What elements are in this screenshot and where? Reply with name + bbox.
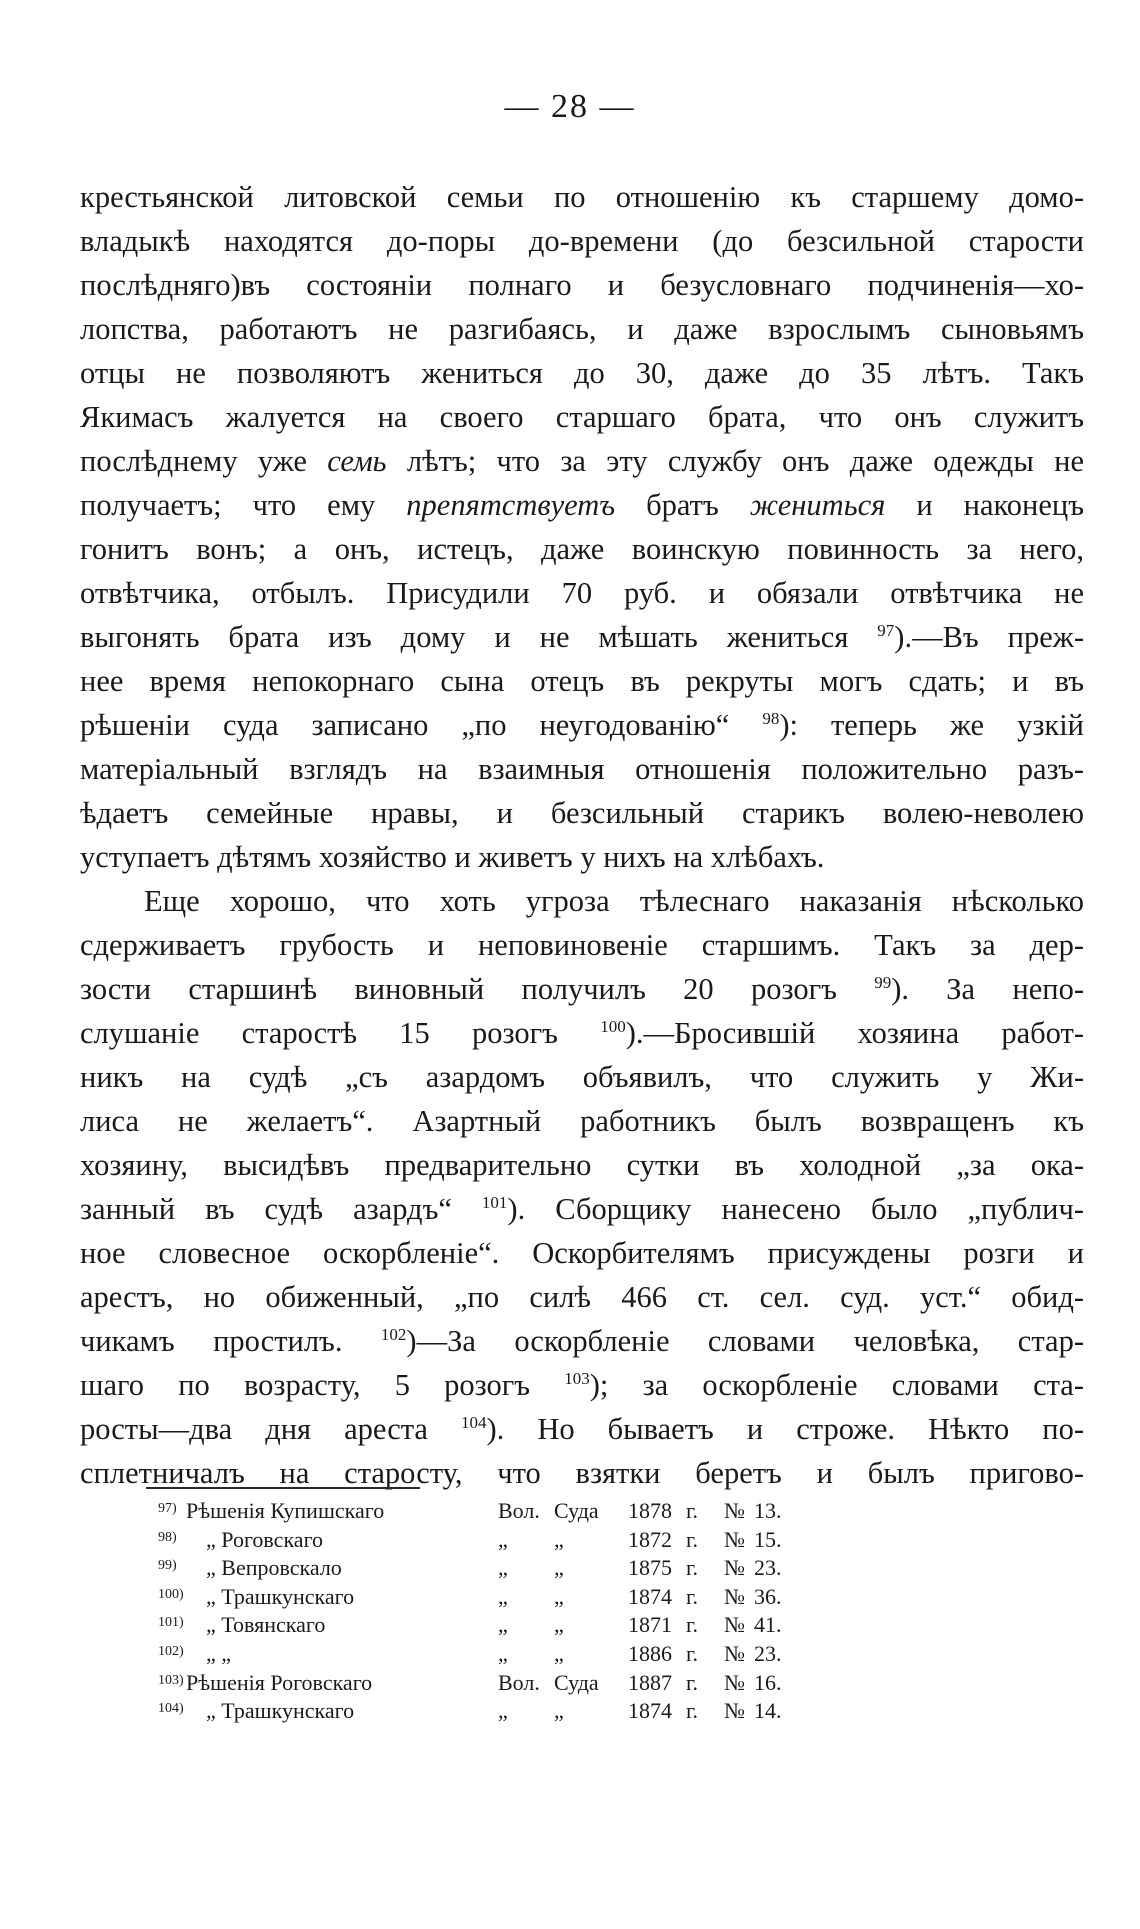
main-text	[80, 175, 1084, 1495]
text-line: рѣшеніи суда записано „по неугодованію“ $^{98}$): теперь же узкій	[80, 708, 1084, 742]
text-line: крестьянской литовской семьи по отношенію къ старшему домо-	[80, 180, 1084, 214]
text-line: ное словесное оскорбленіе“. Оскорбителямъ присуждены розги и	[80, 1236, 1084, 1270]
text-line: получаетъ; что ему препятствуетъ братъ жениться и наконецъ	[80, 488, 1085, 522]
text-line: послѣдняго)въ состояніи полнаго и безусловнаго подчиненія—хо-	[80, 268, 1084, 302]
text-line: зости старшинѣ виновный получилъ 20 розогъ $^{99}$). За непо-	[80, 972, 1084, 1006]
text-line: отцы не позволяютъ жениться до 30, даже до 35 лѣтъ. Такъ	[80, 356, 1084, 390]
footnote-ref: 98	[762, 709, 780, 728]
text-line: арестъ, но обиженный, „по силѣ 466 ст. сел. суд. уст.“ обид-	[80, 1280, 1084, 1314]
footnote-row: 99) „ Вепровскало „ „ 1875 г. № 23.	[158, 1555, 782, 1581]
italic-word: препятствуетъ	[406, 488, 616, 522]
footnote-row: 104) „ Трашкунскаго „ „ 1874 г. № 14.	[158, 1698, 782, 1724]
footnote-row: 97) Рѣшенія Купишскаго Вол. Суда 1878 г. № 13.	[158, 1498, 782, 1523]
footnote-row: 102) „ „ „ „ 1886 г. № 23.	[158, 1640, 782, 1666]
footnote-ref: 103	[564, 1369, 590, 1388]
text-line: сплетничалъ на старосту, что взятки беретъ и былъ пригово-	[80, 1456, 1084, 1490]
text-line: нее время непокорнаго сына отецъ въ рекруты могъ сдать; и въ	[80, 664, 1084, 698]
italic-word: жениться	[749, 488, 886, 522]
italic-word: семь	[327, 444, 387, 478]
text-line: занный въ судѣ азардъ“ $^{101}$). Сборщику нанесено было „публич-	[80, 1192, 1084, 1226]
text-line: лопства, работаютъ не разгибаясь, и даже взрослымъ сыновьямъ	[80, 312, 1084, 346]
text-line: Еще хорошо, что хоть угроза тѣлеснаго наказанія нѣсколько	[144, 884, 1084, 918]
text-line: уступаетъ дѣтямъ хозяйство и живетъ у нихъ на хлѣбахъ.	[80, 840, 825, 874]
page-number: — 28 —	[504, 88, 636, 125]
text-line: выгонять брата изъ дому и не мѣшать жениться $^{97}$).—Въ преж-	[80, 620, 1084, 654]
footnote-divider	[146, 1487, 420, 1489]
text-line: сдерживаетъ грубость и неповиновеніе старшимъ. Такъ за дер-	[80, 928, 1084, 962]
text-line: послѣднему уже семь лѣтъ; что за эту службу онъ даже одежды не	[80, 444, 1084, 478]
text-line: Якимасъ жалуется на своего старшаго брата, что онъ служитъ	[80, 400, 1084, 434]
text-line: отвѣтчика, отбылъ. Присудили 70 руб. и обязали отвѣтчика не	[80, 576, 1084, 610]
text-line: слушаніе старостѣ 15 розогъ $^{100}$).—Бросившій хозяина работ-	[80, 1016, 1084, 1050]
text-line: гонитъ вонъ; а онъ, истецъ, даже воинскую повинность за него,	[80, 532, 1084, 566]
text-line: шаго по возрасту, 5 розогъ $^{103}$); за оскорбленіе словами ста-	[80, 1368, 1085, 1402]
text-line: лиса не желаетъ“. Азартный работникъ былъ возвращенъ къ	[80, 1104, 1084, 1138]
footnote-row: 100) „ Трашкунскаго „ „ 1874 г. № 36.	[158, 1583, 782, 1609]
footnote-ref: 102	[380, 1325, 407, 1344]
text-line: чикамъ простилъ. $^{102}$)—За оскорбленіе словами человѣка, стар-	[80, 1324, 1084, 1358]
footnote-row: 103) Рѣшенія Роговскаго Вол. Суда 1887 г. № 16.	[158, 1669, 782, 1695]
footnote-row: 101) „ Товянскаго „ „ 1871 г. № 41.	[158, 1612, 782, 1638]
text-line: матеріальный взглядъ на взаимныя отношенія положительно разъ-	[80, 752, 1084, 786]
footnote-ref: 100	[600, 1017, 626, 1036]
text-line: хозяину, высидѣвъ предварительно сутки въ холодной „за ока-	[80, 1148, 1084, 1182]
footnote-ref: 99	[874, 973, 892, 992]
footnote-row: 98) „ Роговскаго „ „ 1872 г. № 15.	[158, 1526, 782, 1552]
text-line: никъ на судѣ „съ азардомъ объявилъ, что служить у Жи-	[80, 1060, 1084, 1094]
footnote-ref: 97	[877, 621, 895, 640]
footnote-ref: 104	[461, 1413, 487, 1432]
footnotes	[158, 1497, 818, 1726]
text-line: владыкѣ находятся до-поры до-времени (до безсильной старости	[80, 224, 1084, 258]
footnote-ref: 101	[481, 1193, 508, 1212]
text-line: ѣдаетъ семейные нравы, и безсильный старикъ волею-неволею	[80, 796, 1084, 830]
text-line: росты—два дня ареста $^{104}$). Но бываетъ и строже. Нѣкто по-	[80, 1412, 1084, 1446]
